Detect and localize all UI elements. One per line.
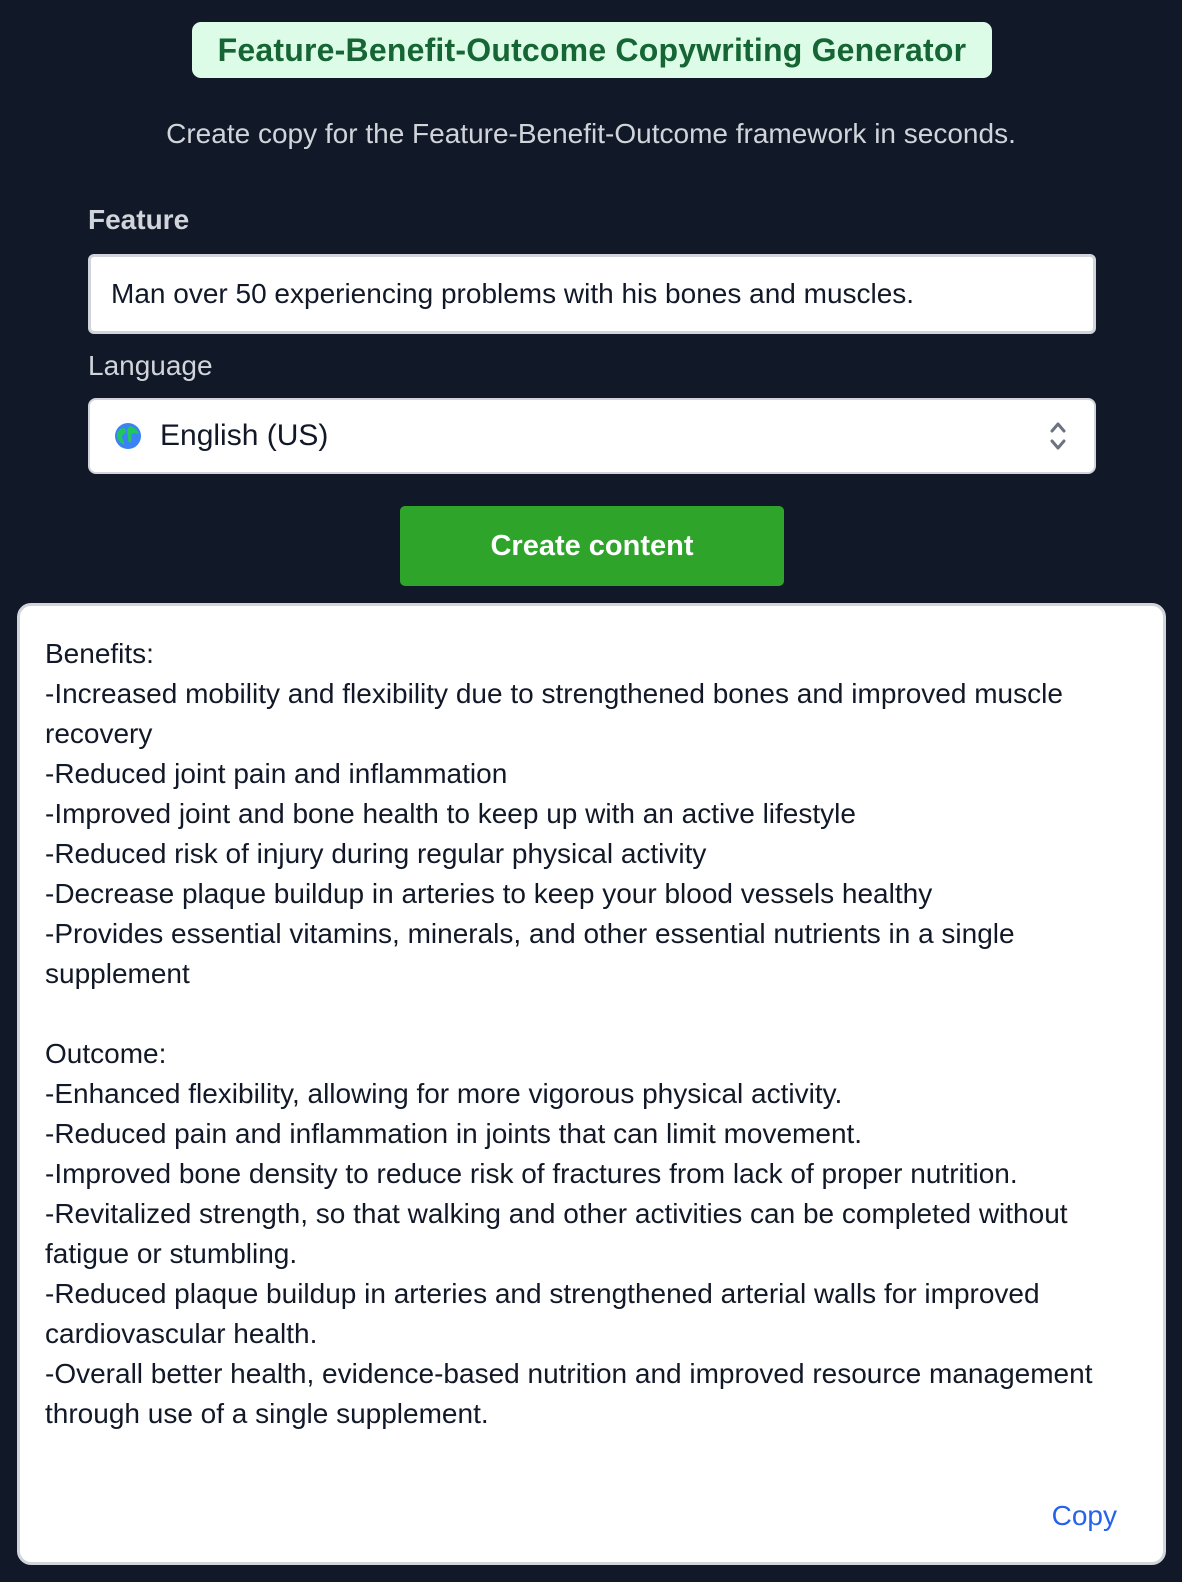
language-select[interactable]: [88, 398, 1096, 474]
page-subtitle: Create copy for the Feature-Benefit-Outcome framework in seconds.: [166, 118, 1016, 149]
language-value: English (US): [160, 419, 329, 452]
feature-input[interactable]: Man over 50 experiencing problems with his bones and muscles.: [88, 254, 1096, 334]
create-content-button[interactable]: Create content: [400, 506, 784, 586]
output-panel: [17, 603, 1166, 1565]
feature-label: Feature: [88, 204, 190, 235]
generated-copy-text: Benefits: -Increased mobility and flexibility due to strengthened bones and improved muscle recovery -Reduced joint pain and inflammation -Improved joint and bone health to keep up with an active lifestyle -Reduced risk of injury during regular physical activity -Decrease plaque buildup in arteries to keep your blood vessels healthy -Provides essential vitamins, minerals, and other essential nutrients in a single supplement Outcome: -Enhanced flexibility, allowing for more vigorous physical activity. -Reduced pain and inflammation in joints that can limit movement. -Improved bone density to reduce risk of fractures from lack of proper nutrition. -Revitalized strength, so that walking and other activities can be completed without fatigue or stumbling. -Reduced plaque buildup in arteries and strengthened arterial walls for improved cardiovascular health. -Overall better health, evidence-based nutrition and improved resource management through use of a single supplement.: [45, 638, 1093, 1429]
page-title: Feature-Benefit-Outcome Copywriting Generator: [192, 22, 992, 78]
copy-button[interactable]: Copy: [1051, 1500, 1117, 1531]
globe-icon: [114, 422, 142, 450]
language-label: Language: [88, 350, 213, 381]
select-chevrons-icon: [1048, 418, 1068, 454]
